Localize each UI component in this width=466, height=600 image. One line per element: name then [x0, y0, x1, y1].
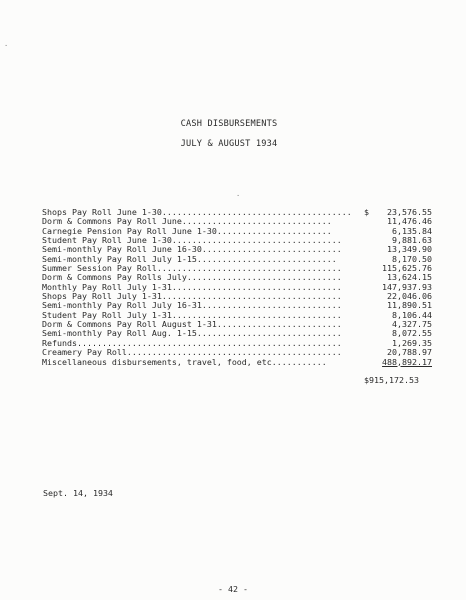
leader-dots: .......................	[216, 226, 332, 236]
leader-dots: ............................	[201, 245, 342, 255]
disbursement-amount: 13,624.15	[387, 272, 432, 283]
disbursement-label: Shops Pay Roll June 1-30	[42, 207, 162, 217]
disbursement-amount: 9,881.63	[392, 235, 432, 246]
leader-dots: ...............................	[186, 273, 342, 283]
leader-dots: ......................................	[161, 208, 352, 217]
page-number: - 42 -	[218, 584, 248, 594]
disbursement-amount: 8,072.55	[392, 328, 432, 339]
disbursement-label: Student Pay Roll June 1-30	[42, 235, 172, 246]
disbursement-label: Semi-monthly Pay Roll June 16-30	[42, 244, 202, 255]
disbursement-amount: 6,135.84	[392, 225, 432, 236]
disbursement-label: Semi-monthly Pay Roll July 1-15	[42, 253, 197, 264]
leader-dots: ...........	[271, 357, 327, 367]
disbursement-row	[42, 358, 432, 367]
leader-dots: ............................	[196, 254, 337, 264]
disbursement-amount: 22,046.06	[387, 291, 432, 302]
scan-speck: ·	[236, 192, 241, 200]
disbursement-amount: 1,269.35	[392, 337, 432, 348]
document-title: CASH DISBURSEMENTS	[180, 119, 278, 129]
disbursement-label: Semi-monthly Pay Roll July 16-31	[42, 300, 202, 311]
disbursement-amount: 488,892.17	[382, 356, 432, 367]
disbursement-label: Dorm & Commons Pay Roll August 1-31	[42, 319, 217, 330]
disbursement-row	[42, 329, 432, 338]
disbursement-label: Creamery Pay Roll	[42, 347, 127, 358]
disbursement-amount: 4,327.75	[392, 319, 432, 330]
leader-dots: ..............................	[181, 217, 332, 227]
disbursement-amount: 13,349.90	[387, 244, 432, 255]
disbursement-label: Shops Pay Roll July 1-31	[42, 291, 162, 302]
leader-dots: ...........................................	[126, 348, 342, 358]
grand-total: $915,172.53	[364, 375, 419, 385]
document-date: Sept. 14, 1934	[43, 488, 113, 498]
disbursement-label: Dorm & Commons Pay Rolls July	[42, 272, 187, 283]
disbursement-label: Student Pay Roll July 1-31	[42, 309, 172, 320]
disbursement-label: Dorm & Commons Pay Roll June	[42, 216, 182, 227]
leader-dots: ............................	[201, 301, 342, 311]
scan-speck: ·	[4, 42, 9, 50]
disbursement-amount: 8,170.50	[392, 253, 432, 264]
disbursement-amount: 23,576.55	[387, 207, 432, 217]
disbursement-amount: 11,476.46	[387, 216, 432, 227]
disbursement-label: Carnegie Pension Pay Roll June 1-30	[42, 225, 217, 236]
disbursement-amount: 115,625.76	[382, 263, 432, 274]
document-period: JULY & AUGUST 1934	[180, 139, 278, 149]
disbursement-label: Semi-monthly Pay Roll Aug. 1-15	[42, 328, 197, 339]
leader-dots: .....................................	[156, 264, 342, 274]
disbursement-amount: 11,890.51	[387, 300, 432, 311]
disbursement-amount: 20,788.97	[387, 347, 432, 358]
disbursement-list	[42, 208, 432, 367]
leader-dots: .............................	[196, 329, 342, 339]
disbursement-label: Summer Session Pay Roll	[42, 263, 157, 274]
disbursement-label: Miscellaneous disbursements, travel, food, etc	[42, 356, 272, 367]
leader-dots: ..................................	[171, 310, 342, 320]
disbursement-label: Refunds	[42, 337, 77, 348]
leader-dots: .........................	[216, 320, 342, 330]
disbursement-amount: 8,106.44	[392, 309, 432, 320]
leader-dots: ..................................	[171, 236, 342, 246]
leader-dots: ....................................	[161, 292, 342, 302]
leader-dots: ..................................	[171, 282, 342, 292]
disbursement-amount: 147,937.93	[382, 281, 432, 292]
leader-dots: .....................................................	[76, 338, 342, 348]
disbursement-label: Monthly Pay Roll July 1-31	[42, 281, 172, 292]
dollar-sign: $	[364, 207, 369, 217]
